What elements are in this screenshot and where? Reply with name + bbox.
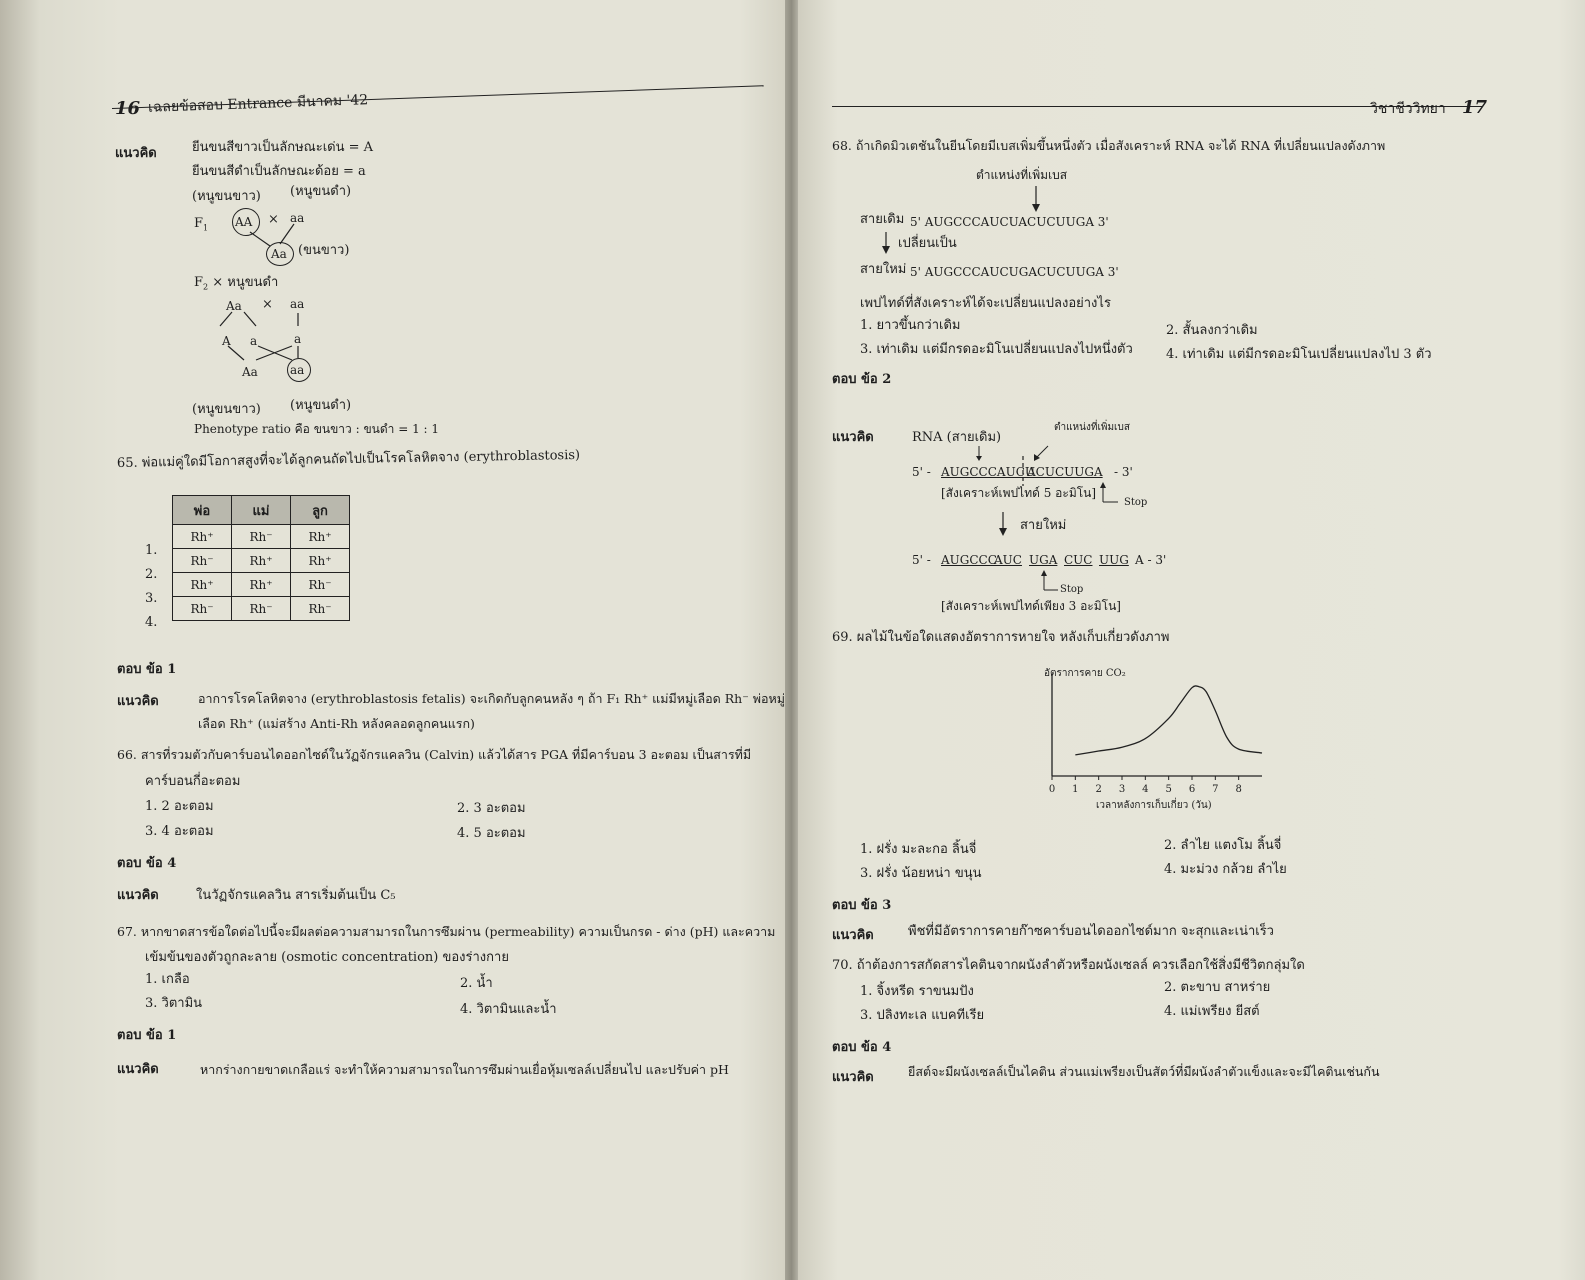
right-page-number: 17 [1462,97,1488,118]
q65-row-number-2: 2. [145,567,158,582]
col-header-mother: แม่ [232,496,291,525]
table-cell: Rh⁺ [173,573,232,597]
left-running-header: เฉลยข้อสอบ Entrance มีนาคม '42 [147,92,369,116]
right-running-header: วิชาชีววิทยา [1370,101,1446,117]
chart-ylabel: อัตราการคาย CO₂ [1044,668,1126,679]
chart-x-tick-label: 1 [1072,784,1079,795]
q68-seq1-b: ACUCUUGA [1027,465,1103,479]
q68-option-1: 1. ยาวขึ้นกว่าเดิม [860,318,961,333]
table-header-row [173,496,350,525]
q68-option-2: 2. สั้นลงกว่าเดิม [1166,323,1258,338]
q68-new-strand: สายใหม่ [1020,518,1067,533]
q70-explain: ยีสต์จะมีผนังเซลล์เป็นไคติน ส่วนแม่เพรียงเป็นสัตว์ที่มีผนังลำตัวแข็งและจะมีไคตินเช่นกัน [908,1064,1380,1079]
q67-question-2: เข้มข้นของตัวถูกละลาย (osmotic concentration) ของร่างกาย [145,950,509,965]
table-row [173,525,350,549]
table-cell: Rh⁻ [232,597,291,621]
q69-question: 69. ผลไม้ในข้อใดแสดงอัตราการหายใจ หลังเก็บเกี่ยวดังภาพ [832,630,1170,645]
table-row [173,573,350,597]
right-page [798,0,1585,1280]
q68-codon-2: AUC [994,553,1022,567]
q68-codon-5: UUG [1099,553,1129,567]
q64-gam-a2: a [294,332,302,346]
q65-explain-1: อาการโรคโลหิตจาง (erythroblastosis fetalis) จะเกิดกับลูกคนหลัง ๆ ถ้า F₁ Rh⁺ แม่มีหมู่เลือด Rh⁻ พ่อหมู่ [198,691,785,706]
q64-g-x: × [262,297,273,312]
q68-codon-4: CUC [1064,553,1093,567]
q66-option-2: 2. 3 อะตอม [457,801,526,816]
q70-option-1: 1. จิ้งหรีด ราขนมปัง [860,984,974,999]
q68-question: 68. ถ้าเกิดมิวเตชันในยีนโดยมีเบสเพิ่มขึ้นหนึ่งตัว เมื่อสังเคราะห์ RNA จะได้ RNA ที่เปลี่ยนแปลงดังภาพ [832,138,1386,153]
chart-x-tick-label: 4 [1142,784,1149,795]
q68-seq1-a: AUGCCCAUCU [941,465,1035,479]
q68-change-label: เปลี่ยนเป็น [898,236,957,251]
q64-offspring: Aa [271,247,287,261]
respiration-chart [1036,664,1266,824]
chart-x-tick-label: 0 [1048,784,1056,795]
table-row [173,597,350,621]
chart-x-tick-label: 7 [1212,784,1219,795]
table-cell: Rh⁻ [291,573,350,597]
q69-option-2: 2. ลำไย แตงโม ลิ้นจี่ [1164,838,1282,853]
q65-row-number-1: 1. [145,543,158,558]
q68-codon-1: AUGCCC [941,553,997,567]
q68-stop-2: Stop [1060,584,1084,595]
q68-codon-3: UGA [1029,553,1058,567]
col-header-child: ลูก [291,496,350,525]
q64-f1: $F_1$ [194,216,209,233]
q66-question-1: 66. สารที่รวมตัวกับคาร์บอนไดออกไซด์ในวัฏจักรแคลวิน (Calvin) แล้วได้สาร PGA ที่มีคาร์บอน 3 อะตอม เป็นสารที่มี [117,747,752,762]
q65-row-number-4: 4. [145,615,158,630]
q66-option-1: 1. 2 อะตอม [145,799,214,814]
chart-x-tick-label: 2 [1095,784,1102,795]
table-cell: Rh⁻ [291,597,350,621]
table-cell: Rh⁺ [173,525,232,549]
q67-option-4: 4. วิตามินและน้ำ [460,1002,557,1017]
chart-series-line [1075,686,1262,755]
q64-res-Aa: Aa [242,365,258,379]
q70-option-3: 3. ปลิงทะเล แบคทีเรีย [860,1008,985,1023]
q70-answer: ตอบ ข้อ 4 [832,1040,892,1055]
q64-res-aa: aa [290,363,305,377]
q68-option-4: 4. เท่าเดิม แต่มีกรดอะมิโนเปลี่ยนแปลงไป 3 ตัว [1166,347,1432,362]
q68-insert-label: ตำแหน่งที่เพิ่มเบส [976,168,1068,182]
chart-x-tick-label: 5 [1165,784,1172,795]
q68-explain-label: แนวคิด [832,430,874,445]
q64-res-black: (หนูขนดำ) [290,398,352,413]
q69-explain: พืชที่มีอัตราการคายก๊าซคาร์บอนไดออกไซด์มาก จะสุกและเน่าเร็ว [908,924,1274,939]
q64-line2: ยีนขนสีดำเป็นลักษณะด้อย = a [192,164,366,179]
q67-answer: ตอบ ข้อ 1 [117,1028,177,1043]
q66-explain-label: แนวคิด [117,888,159,903]
book-spine [785,0,798,1280]
table-cell: Rh⁺ [232,573,291,597]
q66-option-3: 3. 4 อะตอม [145,824,214,839]
q66-answer: ตอบ ข้อ 4 [117,856,177,871]
q70-question: 70. ถ้าต้องการสกัดสารไคตินจากผนังลำตัวหรือผนังเซลล์ ควรเลือกใช้สิ่งมีชีวิตกลุ่มใด [832,958,1305,973]
q69-option-3: 3. ฝรั่ง น้อยหน่า ขนุน [860,866,982,881]
q69-option-1: 1. ฝรั่ง มะละกอ ลิ้นจี่ [860,842,977,857]
q68-prompt: เพปไทด์ที่สังเคราะห์ได้จะเปลี่ยนแปลงอย่างไร [860,296,1111,311]
q65-answer: ตอบ ข้อ 1 [117,662,177,677]
q64-res-white: (หนูขนขาว) [192,402,261,417]
q64-aa-dom: AA [235,215,253,229]
q65-explain-2: เลือด Rh⁺ (แม่สร้าง Anti-Rh หลังคลอดลูกคนแรก) [198,716,475,731]
q69-option-4: 4. มะม่วง กล้วย ลำไย [1164,862,1287,877]
q68-seq2-tail: A - 3' [1135,553,1167,567]
q64-cross-lines [0,0,785,440]
q68-insert-label-2: ตำแหน่งที่เพิ่มเบส [1054,422,1130,433]
chart-xlabel: เวลาหลังการเก็บเกี่ยว (วัน) [1096,800,1212,811]
q68-orig-label: สายเดิม [860,212,905,227]
q64-f2-line: $F_2$ × หนูขนดำ [194,275,279,292]
q64-ratio: Phenotype ratio คือ ขนขาว : ขนดำ = 1 : 1 [194,422,440,436]
q64-cross: × [268,212,279,227]
table-cell: Rh⁺ [232,549,291,573]
q68-orig-seq: 5' AUGCCCAUCUACUCUUGA 3' [910,215,1109,229]
q64-parent-black: (หนูขนดำ) [290,184,352,199]
q64-explain-label: แนวคิด [115,146,157,161]
q64-gam-a1: a [250,334,258,348]
q65-rh-table [172,495,350,621]
q64-line1: ยีนขนสีขาวเป็นลักษณะเด่น = A [192,140,374,155]
q66-option-4: 4. 5 อะตอม [457,826,526,841]
table-cell: Rh⁺ [291,525,350,549]
q70-explain-label: แนวคิด [832,1070,874,1085]
q68-new-seq: 5' AUGCCCAUCUGACUCUUGA 3' [910,265,1119,279]
q64-aa-rec: aa [290,211,305,225]
q65-explain-label: แนวคิด [117,694,159,709]
q67-option-2: 2. น้ำ [460,976,493,991]
q67-option-1: 1. เกลือ [145,972,190,987]
table-cell: Rh⁻ [232,525,291,549]
q68-rna-label: RNA (สายเดิม) [912,430,1002,445]
q68-seq1-suffix: - 3' [1114,465,1133,479]
q70-option-4: 4. แม่เพรียง ยีสต์ [1164,1004,1260,1019]
table-cell: Rh⁻ [173,549,232,573]
q68-stop-1: Stop [1124,497,1148,508]
q69-explain-label: แนวคิด [832,928,874,943]
q64-offspring-note: (ขนขาว) [298,243,350,258]
q68-new-label: สายใหม่ [860,262,907,277]
chart-x-tick-label: 8 [1235,784,1242,795]
chart-x-tick-label: 3 [1118,784,1126,795]
q64-gam-A: A [222,334,231,348]
left-page [0,0,785,1280]
q68-note-2: [สังเคราะห์เพปไทด์เพียง 3 อะมิโน] [941,599,1121,613]
q65-question: 65. พ่อแม่คู่ใดมีโอกาสสูงที่จะได้ลูกคนถัดไปเป็นโรคโลหิตจาง (erythroblastosis) [116,447,581,471]
q68-note-1: [สังเคราะห์เพปไทด์ 5 อะมิโน] [941,486,1097,500]
q69-answer: ตอบ ข้อ 3 [832,898,892,913]
table-cell: Rh⁻ [173,597,232,621]
table-cell: Rh⁺ [291,549,350,573]
q70-option-2: 2. ตะขาบ สาหร่าย [1164,980,1271,995]
left-page-number: 16 [115,98,141,119]
q66-explain: ในวัฏจักรแคลวิน สารเริ่มต้นเป็น C₅ [196,888,396,903]
q67-option-3: 3. วิตามิน [145,996,203,1011]
q67-question-1: 67. หากขาดสารข้อใดต่อไปนี้จะมีผลต่อความสามารถในการซึมผ่าน (permeability) ความเป็นกรด - ด่าง (pH) และความ [117,924,776,939]
q67-explain-label: แนวคิด [117,1062,159,1077]
q68-seq2-prefix: 5' - [912,553,931,567]
q65-row-number-3: 3. [145,591,158,606]
q68-answer: ตอบ ข้อ 2 [832,372,892,387]
q64-parent-white: (หนูขนขาว) [192,189,261,204]
q67-explain: หากร่างกายขาดเกลือแร่ จะทำให้ความสามารถในการซึมผ่านเยื่อหุ้มเซลล์เปลี่ยนไป และปรับค่า pH [200,1062,729,1077]
q68-seq1-prefix: 5' - [912,465,931,479]
chart-x-tick-label: 6 [1188,784,1196,795]
col-header-father: พ่อ [173,496,232,525]
q64-g-rec: aa [290,297,305,311]
q68-option-3: 3. เท่าเดิม แต่มีกรดอะมิโนเปลี่ยนแปลงไปหนึ่งตัว [860,342,1133,357]
table-row [173,549,350,573]
q66-question-2: คาร์บอนกี่อะตอม [145,774,241,789]
q64-g-aa: Aa [226,299,242,313]
